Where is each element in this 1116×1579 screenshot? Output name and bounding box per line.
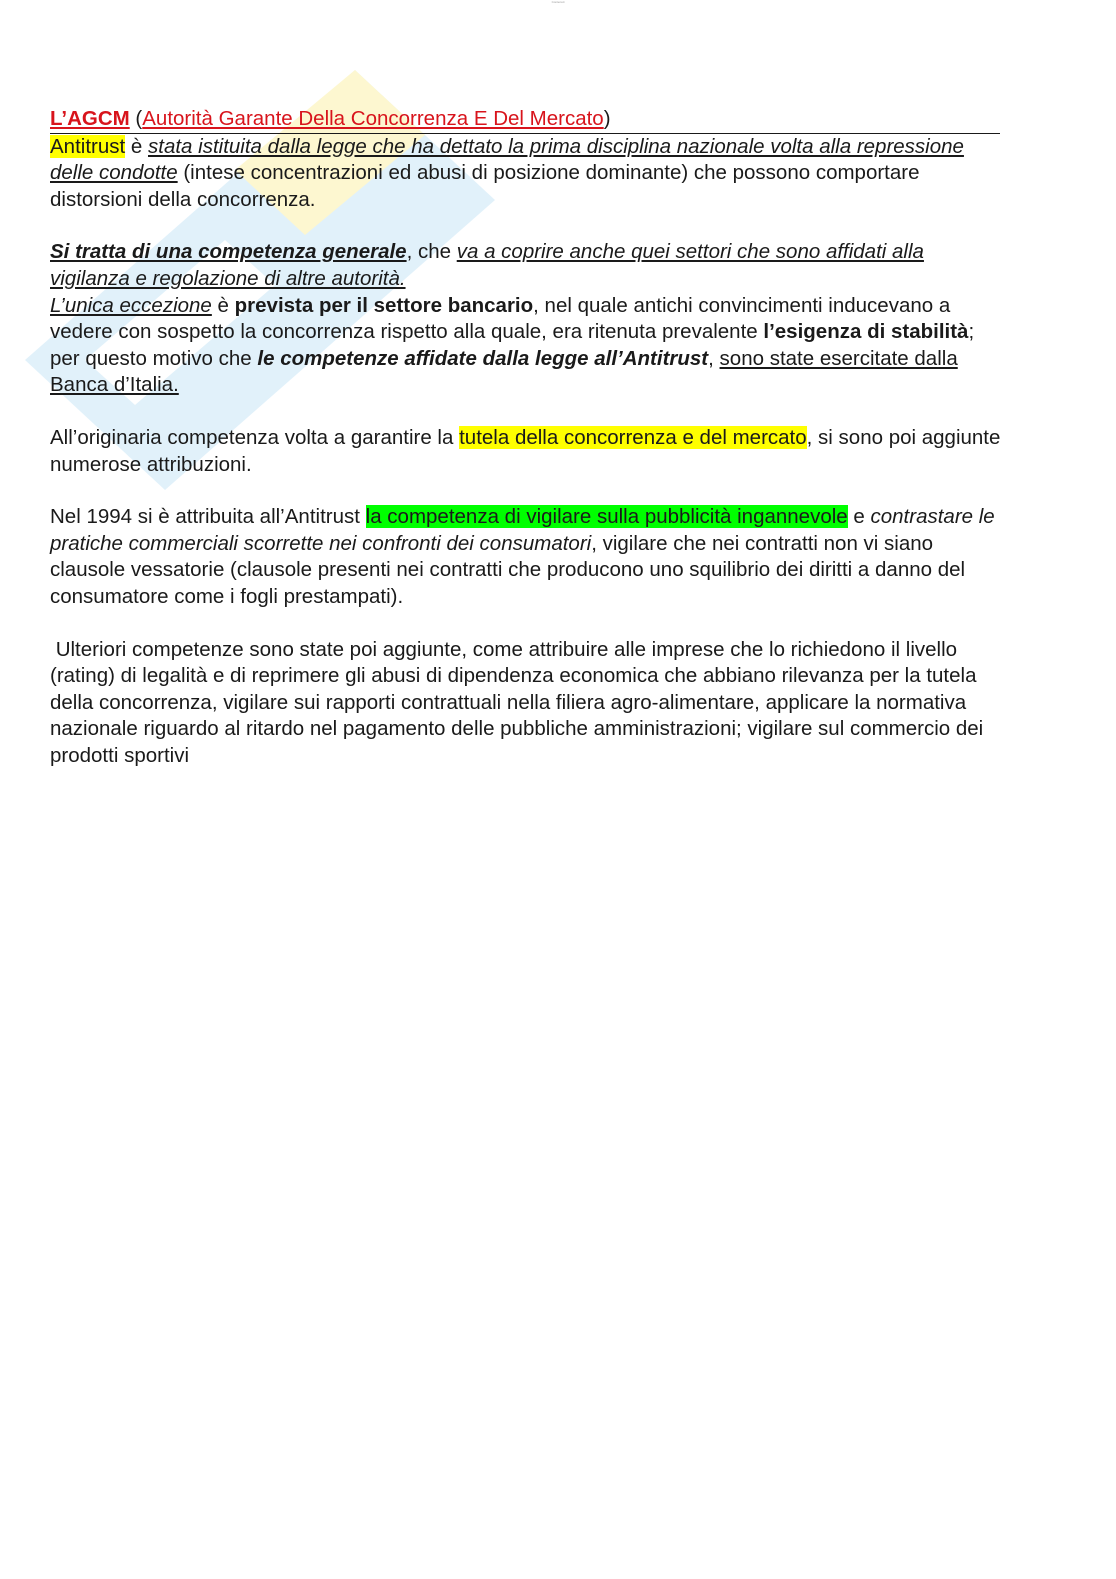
highlight-antitrust: Antitrust — [50, 134, 126, 158]
emphasis-unica-eccezione: L’unica eccezione — [50, 293, 212, 317]
paragraph-antitrust-intro: Antitrust è stata istituita dalla legge che ha dettato la prima disciplina nazionale volta alla repressione delle condotte (intese concentrazioni ed abusi di posizione dominante) che possono comportare distorsioni della concorrenza. — [50, 134, 964, 211]
emphasis-competenza-generale: Si tratta di una competenza generale — [50, 240, 407, 264]
page-header-text: Contenuti — [551, 0, 565, 4]
emphasis-competenze-affidate: le competenze affidate dalla legge all’Antitrust — [257, 346, 709, 370]
paragraph-ulteriori-competenze: Ulteriori competenze sono state poi aggiunte, come attribuire alle imprese che lo richiedono il livello (rating) di legalità e di reprimere gli abusi di dipendenza economica che abbiano rilevanza per la tutela della concorrenza, vigilare sui rapporti contrattuali nella filiera agro-alimentare, applicare la normativa nazionale riguardo al ritardo nel pagamento delle pubbliche amministrazioni; vigilare sul commercio dei prodotti sportivi — [50, 637, 989, 767]
emphasis-pratiche-commerciali: contrastare le pratiche commerciali scorrette nei confronti dei consumatori — [50, 505, 995, 555]
emphasis-stabilita: l’esigenza di stabilità — [763, 320, 969, 344]
title-close-paren: ) — [603, 107, 611, 130]
title-acronym: L’AGCM — [50, 107, 130, 130]
title-open-paren: ( — [129, 107, 143, 130]
paragraph-1994: Nel 1994 si è attribuita all’Antitrust la competenza di vigilare sulla pubblicità ingannevole e contrastare le pratiche commerciali scorrette nei confronti dei consumatori, vigilare che nei contratti non vi siano clausole vessatorie (clausole presenti nei contratti che producono uno squilibrio dei diritti a danno del consumatore come i fogli prestampati). — [50, 505, 995, 608]
document-body — [50, 106, 1005, 769]
highlight-pubblicita-ingannevole: la competenza di vigilare sulla pubblicità ingannevole — [365, 505, 848, 529]
paragraph-competenza-generale: Si tratta di una competenza generale, che va a coprire anche quei settori che sono affidati alla vigilanza e regolazione di altre autorità. — [50, 240, 924, 290]
emphasis-istituita: stata istituita dalla legge che ha dettato la prima disciplina nazionale volta alla repressione delle condotte — [50, 134, 964, 185]
paragraph-banca-italia: per questo motivo che le competenze affidate dalla legge all’Antitrust, sono state esercitate dalla Banca d’Italia. — [50, 346, 958, 397]
title-full-name: Autorità Garante Della Concorrenza E Del Mercato — [142, 107, 604, 130]
paragraph-eccezione: L’unica eccezione è prevista per il settore bancario, nel quale antichi convincimenti inducevano a vedere con sospetto la concorrenza rispetto alla quale, era ritenuta prevalente l’esigenza di stabilità; — [50, 293, 975, 344]
paragraph-originaria-competenza: All’originaria competenza volta a garantire la tutela della concorrenza e del mercato, si sono poi aggiunte numerose attribuzioni. — [50, 425, 1001, 476]
emphasis-settore-bancario: prevista per il settore bancario — [234, 293, 534, 317]
highlight-tutela-concorrenza: tutela della concorrenza e del mercato — [459, 425, 807, 449]
emphasis-banca-italia: sono state esercitate dalla Banca d’Italia. — [50, 346, 958, 397]
emphasis-settori: va a coprire anche quei settori che sono affidati alla vigilanza e regolazione di altre autorità. — [50, 240, 924, 290]
document-title — [50, 106, 1005, 134]
